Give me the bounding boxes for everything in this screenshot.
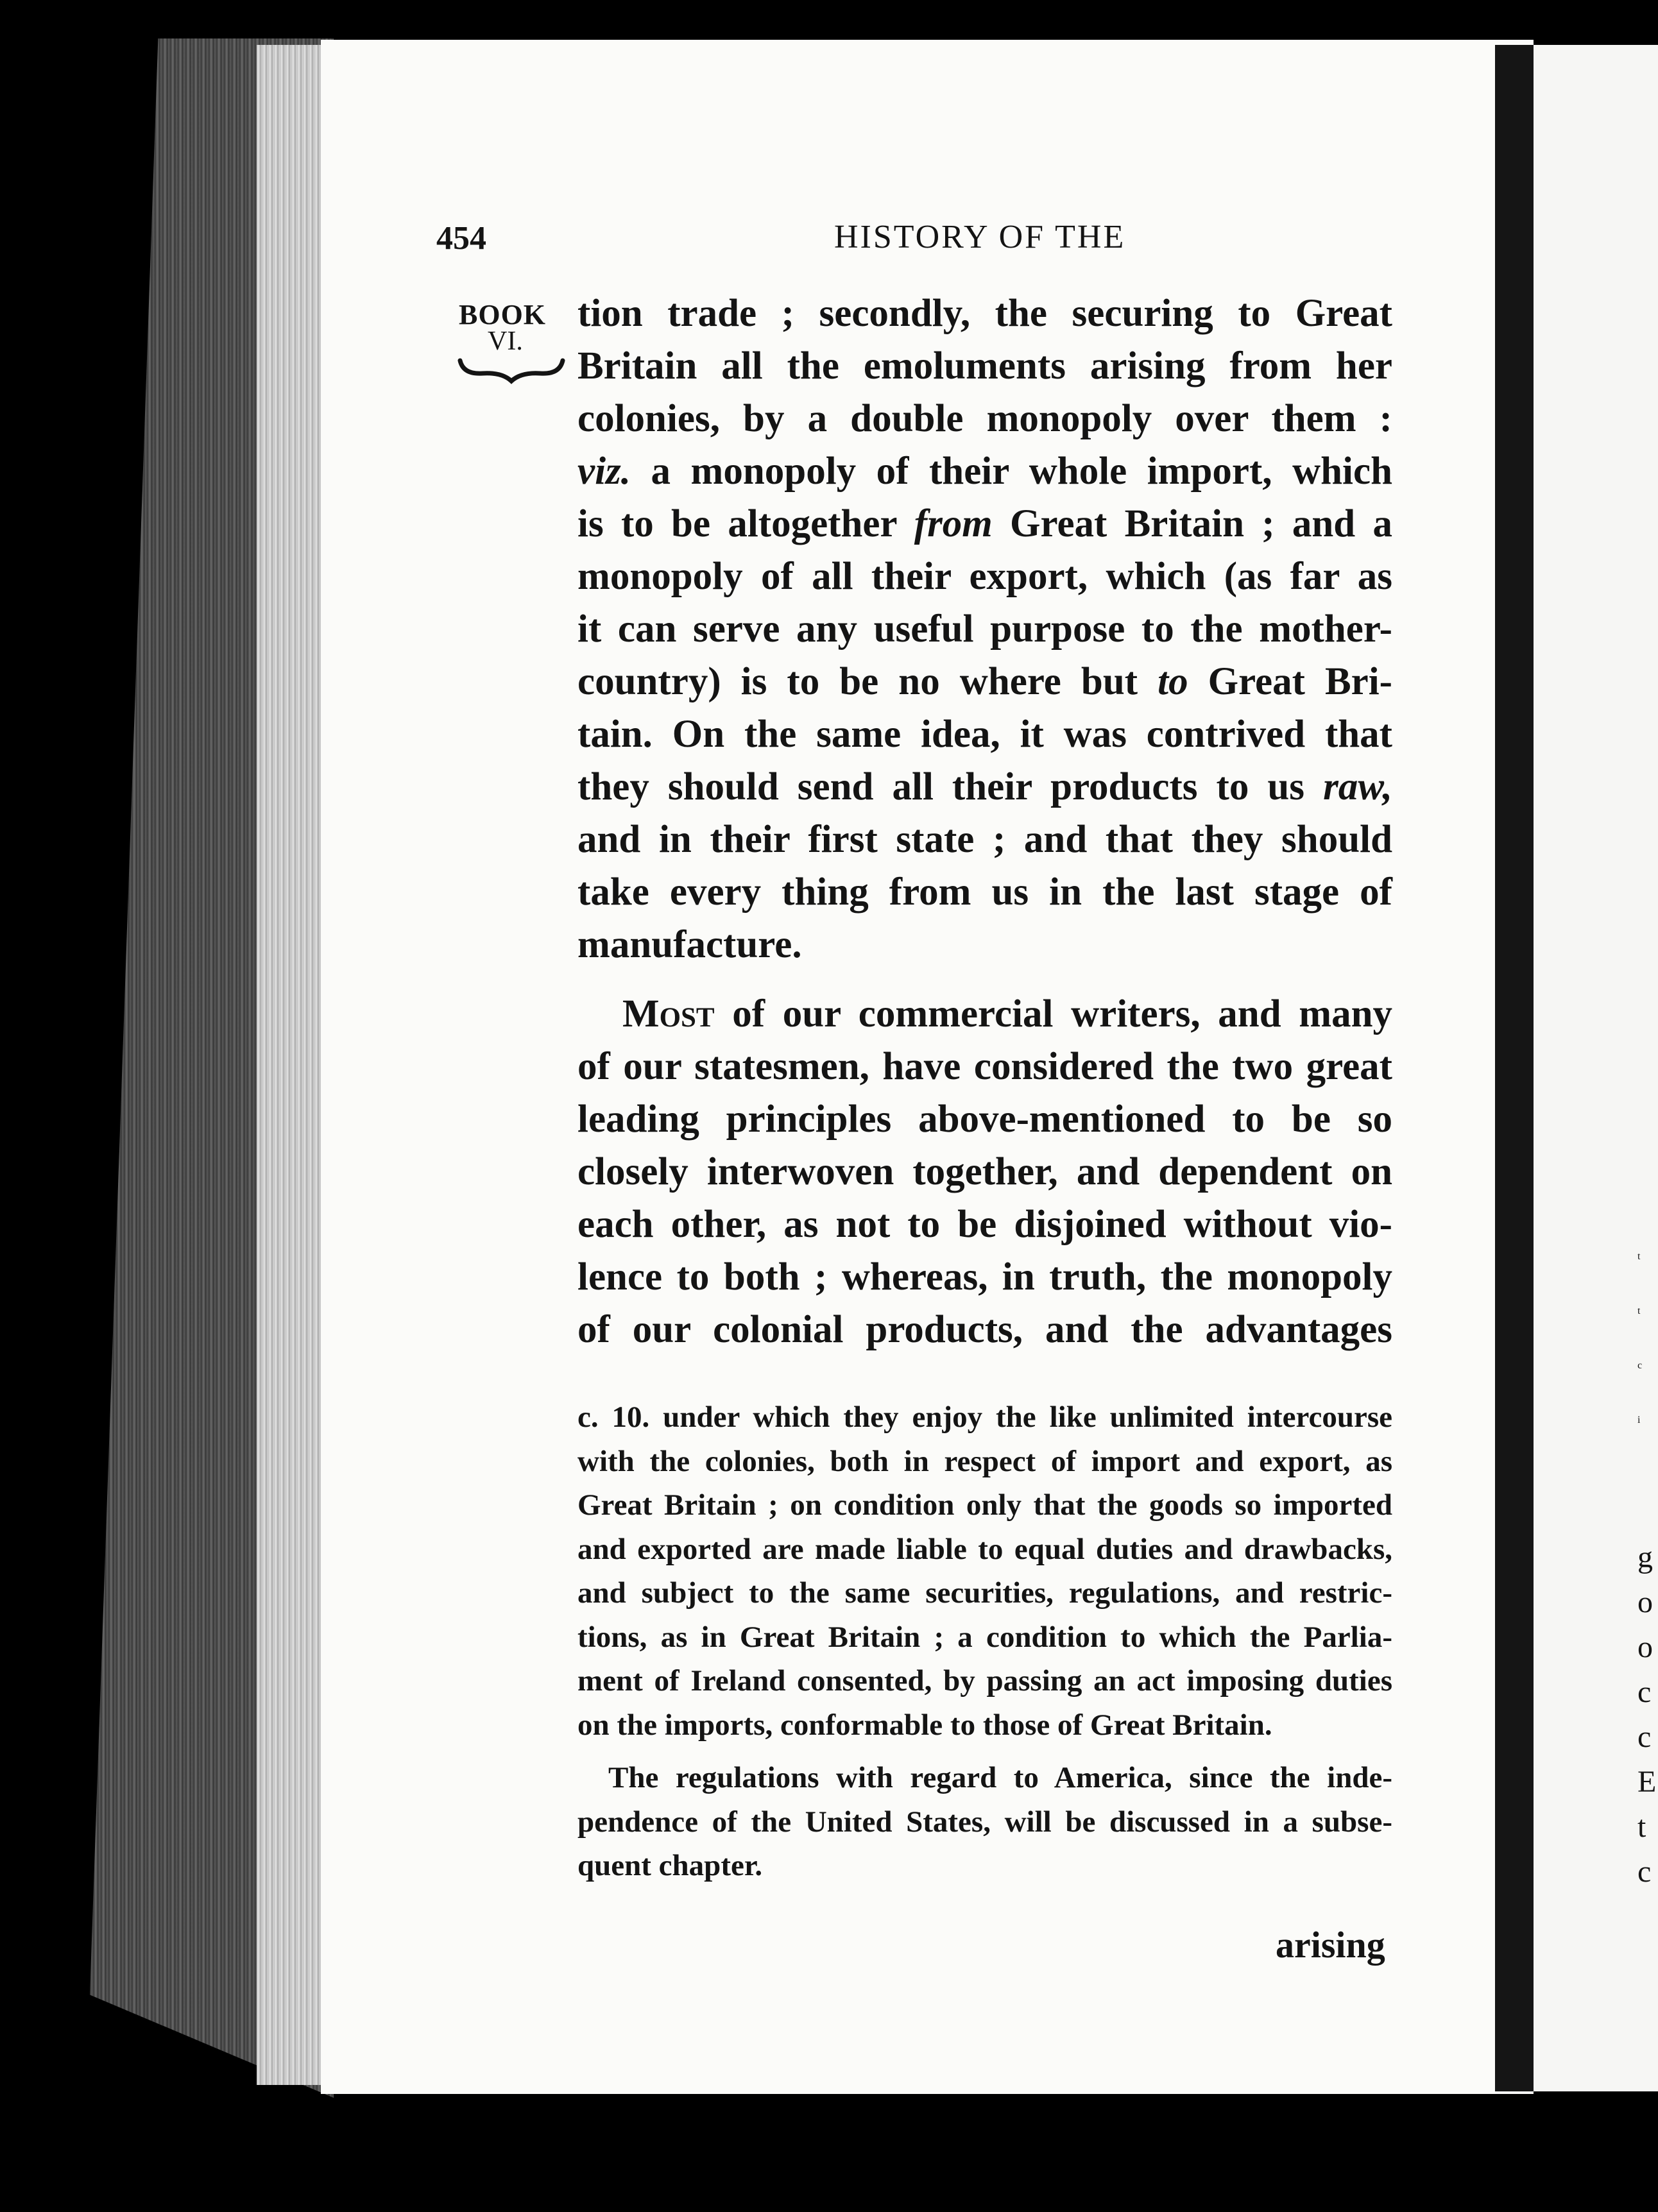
- text-line: [577, 988, 1392, 1041]
- fragment-letter: c: [1637, 1675, 1652, 1709]
- fragment-letter: c: [1637, 1360, 1643, 1371]
- text-line: Britain all the emoluments arising from her: [577, 345, 1392, 387]
- margin-book-label: BOOK: [459, 299, 547, 330]
- footnote-line: Great Britain ; on condition only that the goods so imported: [577, 1488, 1392, 1522]
- fragment-letter: t: [1637, 1251, 1641, 1262]
- footnote-line: with the colonies, both in respect of import and export, as: [577, 1444, 1392, 1478]
- footnote-line: c. 10. under which they enjoy the like unlimited intercourse: [577, 1400, 1392, 1434]
- footnote-line: quent chapter.: [577, 1849, 763, 1882]
- italic-word: viz.: [577, 450, 631, 493]
- text-line: monopoly of all their export, which (as far as: [577, 555, 1392, 598]
- text-line: tion trade ; secondly, the securing to Great: [577, 292, 1392, 335]
- fragment-letter: t: [1637, 1810, 1646, 1844]
- page-number: 454: [436, 220, 486, 257]
- footnote-line: The regulations with regard to America, since the inde-: [608, 1761, 1392, 1794]
- text-line: closely interwoven together, and dependent on: [577, 1150, 1392, 1193]
- text-line: [577, 498, 1392, 550]
- fragment-letter: o: [1637, 1630, 1653, 1664]
- text-line: lence to both ; whereas, in truth, the monopoly: [577, 1255, 1392, 1298]
- book-gutter: [1495, 45, 1534, 2091]
- text-line: [577, 445, 1392, 498]
- text-line: manufacture.: [577, 923, 802, 966]
- text-line: take every thing from us in the last stage of: [577, 871, 1392, 914]
- italic-word: raw,: [1323, 765, 1392, 808]
- text-line: [577, 761, 1392, 813]
- text-line: of our statesmen, have considered the two great: [577, 1045, 1392, 1088]
- small-caps-word: Most: [622, 992, 715, 1035]
- fragment-letter: c: [1637, 1720, 1652, 1754]
- footnote-line: tions, as in Great Britain ; a condition to which the Parlia-: [577, 1620, 1392, 1654]
- footnote-line: on the imports, conformable to those of Great Britain.: [577, 1708, 1272, 1742]
- footnote-line: ment of Ireland consented, by passing an act imposing duties: [577, 1664, 1392, 1697]
- margin-volume-label: VI.: [488, 327, 523, 356]
- margin-brace-icon: [457, 353, 566, 385]
- footnote-line: and exported are made liable to equal duties and drawbacks,: [577, 1532, 1392, 1566]
- text-line: each other, as not to be disjoined without vio-: [577, 1203, 1392, 1246]
- text-line: colonies, by a double monopoly over them :: [577, 397, 1392, 440]
- footnote-line: pendence of the United States, will be discussed in a subse-: [577, 1805, 1392, 1839]
- text-run: Great Bri-: [1208, 660, 1392, 703]
- fragment-letter: E: [1637, 1765, 1657, 1799]
- body-text: [577, 287, 1392, 1356]
- text-line: tain. On the same idea, it was contrived that: [577, 713, 1392, 756]
- paragraph-gap: [577, 971, 1392, 988]
- text-run: a monopoly of their whole import, which: [651, 450, 1392, 493]
- fragment-letter: g: [1637, 1540, 1653, 1574]
- italic-word: to: [1158, 660, 1188, 703]
- text-run: is to be altogether: [577, 502, 897, 545]
- text-run: Great Britain ; and a: [1010, 502, 1393, 545]
- fragment-letter: o: [1637, 1585, 1653, 1619]
- running-head: HISTORY OF THE: [834, 219, 1126, 255]
- text-line: leading principles above-mentioned to be so: [577, 1098, 1392, 1141]
- footnote-line: and subject to the same securities, regulations, and restric-: [577, 1576, 1392, 1610]
- text-run: country) is to be no where but: [577, 660, 1138, 703]
- fragment-letter: c: [1637, 1855, 1652, 1889]
- text-line: of our colonial products, and the advantages: [577, 1308, 1392, 1351]
- footnotes: [577, 1395, 1392, 1888]
- catchword: arising: [1276, 1924, 1385, 1966]
- fragment-letter: i: [1637, 1415, 1641, 1425]
- text-run: of our commercial writers, and many: [732, 992, 1393, 1035]
- text-line: [577, 656, 1392, 708]
- italic-word: from: [914, 502, 993, 545]
- footnote-gap: [577, 1747, 1392, 1756]
- text-line: it can serve any useful purpose to the mother-: [577, 608, 1392, 651]
- text-run: they should send all their products to us: [577, 765, 1305, 808]
- fragment-letter: t: [1637, 1306, 1641, 1316]
- text-line: and in their first state ; and that they should: [577, 818, 1392, 861]
